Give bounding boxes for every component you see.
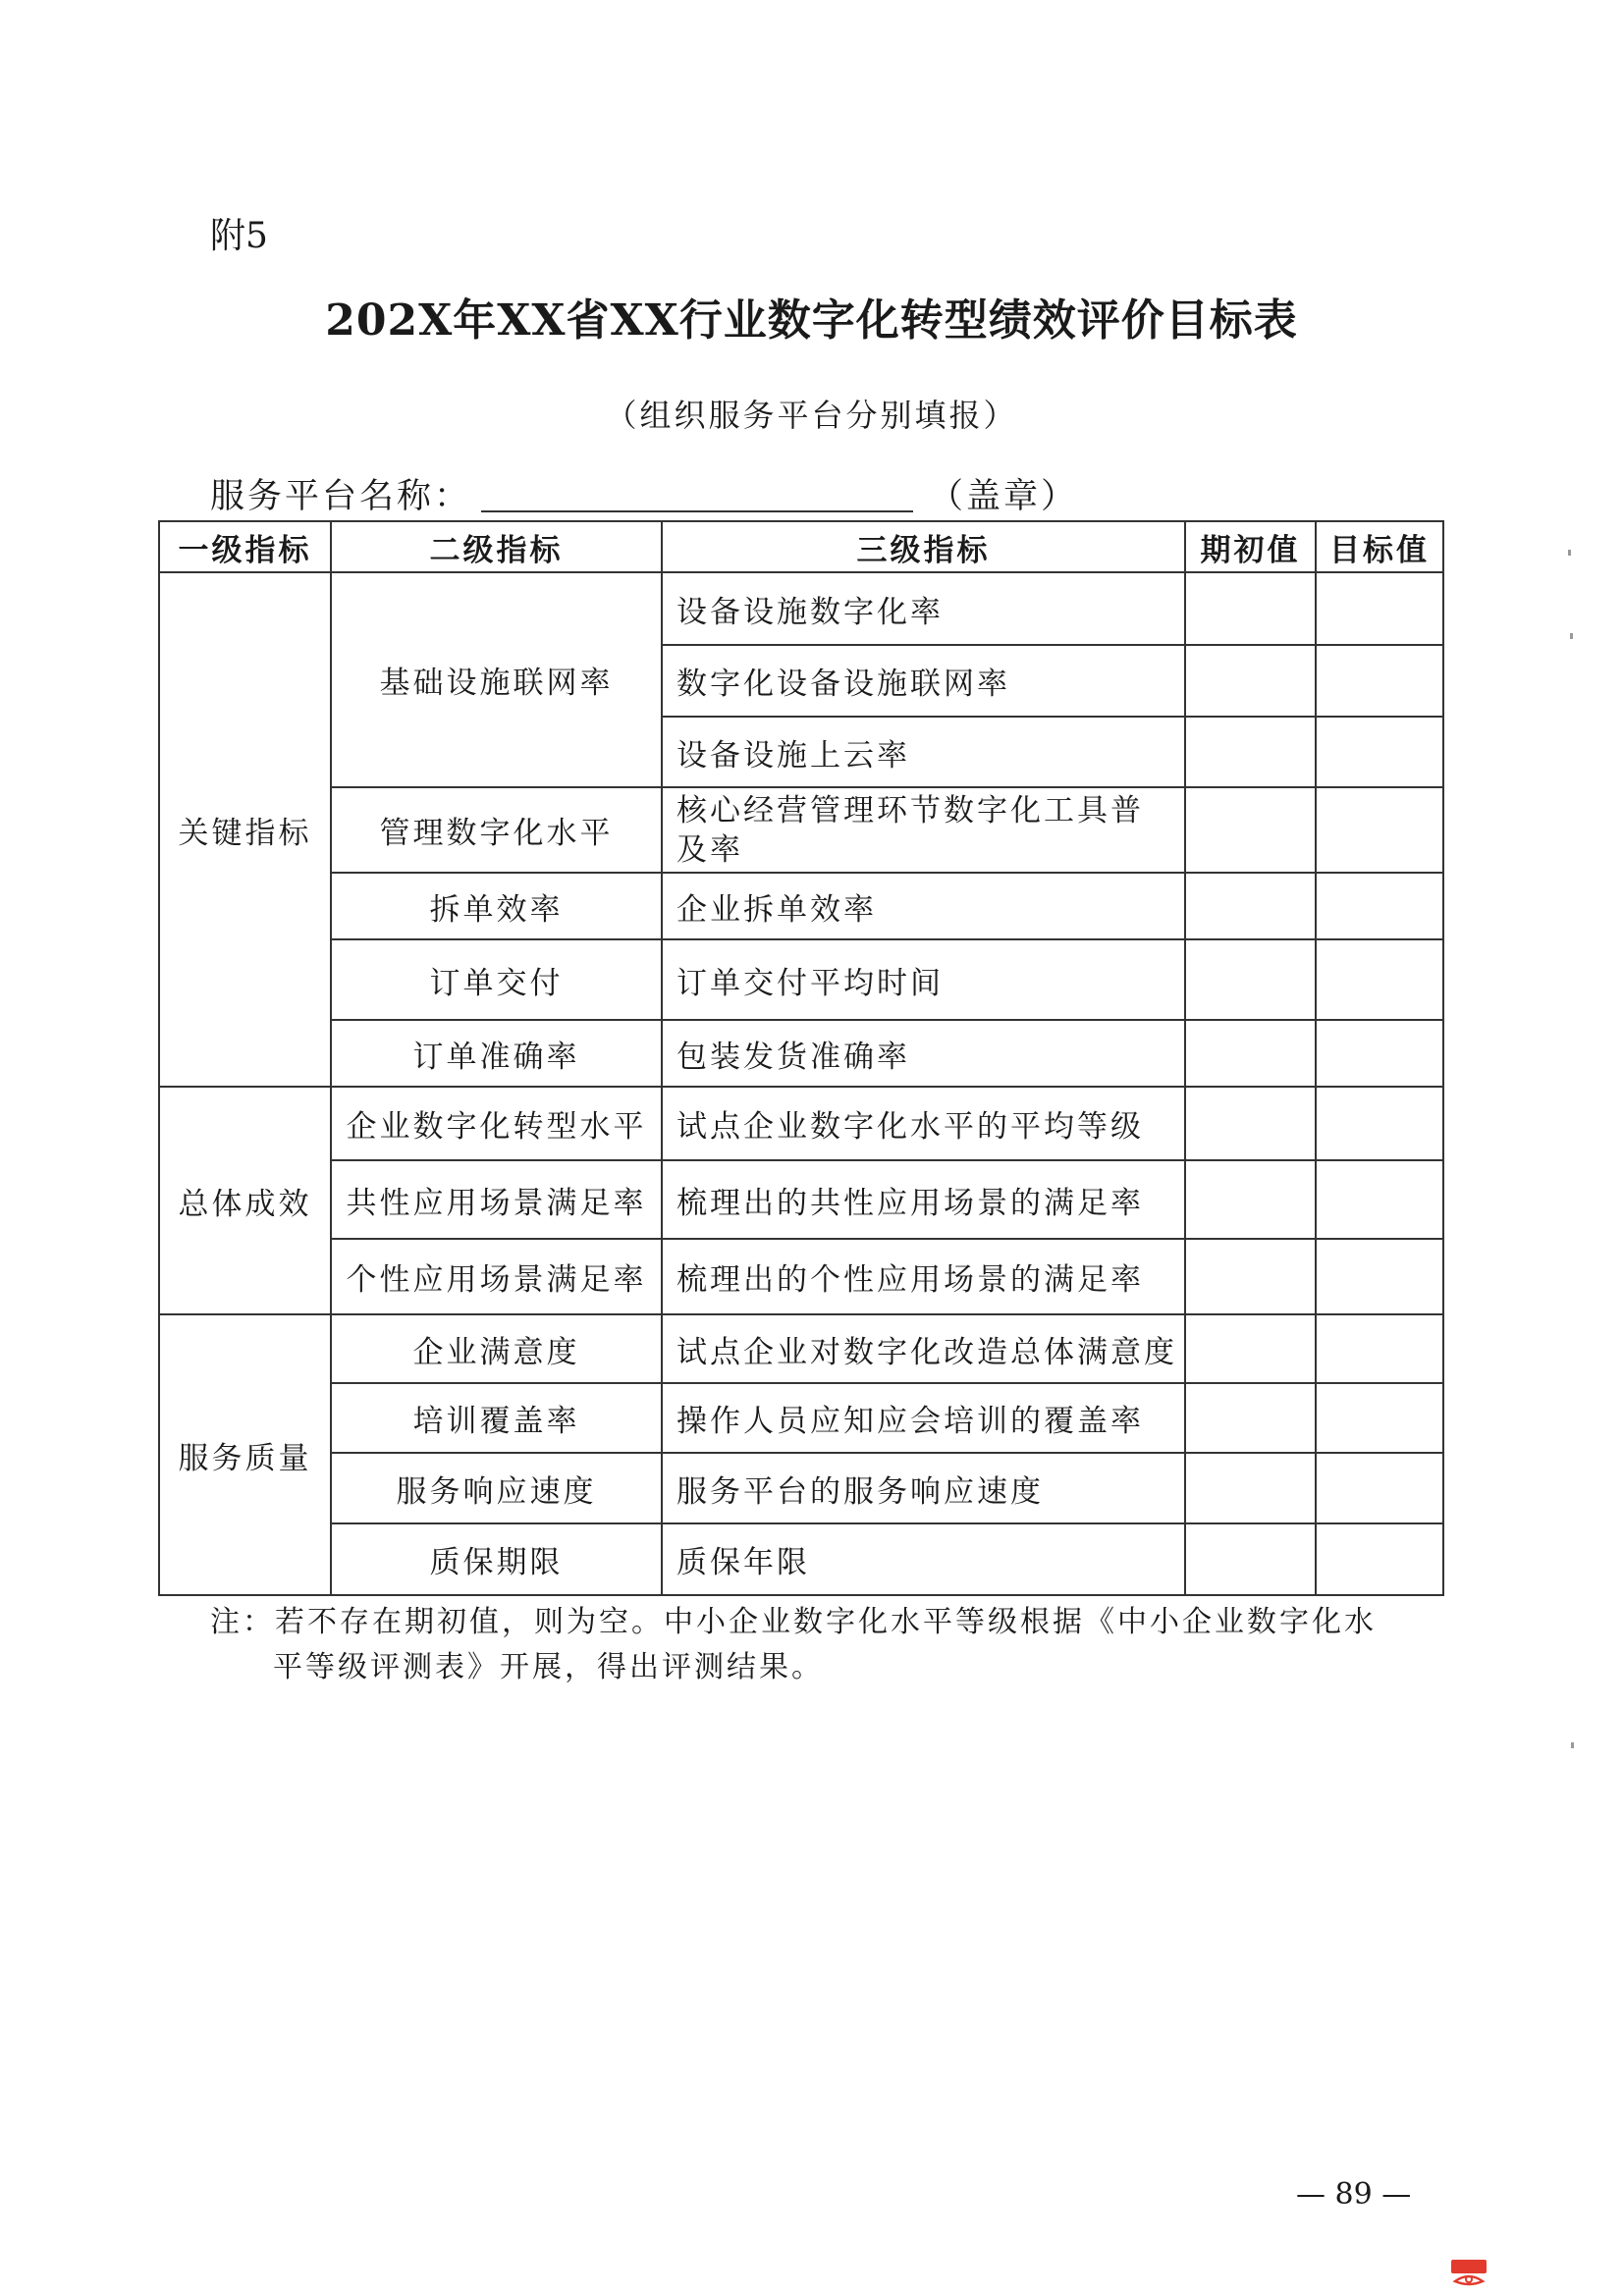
table-row [159,1523,1443,1595]
table-row [159,1020,1443,1087]
level3-cell: 核心经营管理环节数字化工具普及率 [662,787,1185,873]
scan-mark [1570,633,1573,639]
scan-mark [1568,550,1571,556]
initial-value-cell[interactable] [1185,1383,1316,1453]
level2-cell: 企业满意度 [331,1314,662,1383]
level2-cell: 共性应用场景满足率 [331,1160,662,1239]
platform-name-blank [481,475,913,512]
level3-cell: 订单交付平均时间 [662,939,1185,1020]
table-note [210,1600,1388,1690]
level3-cell: 数字化设备设施联网率 [662,645,1185,717]
evaluation-table [158,520,1444,1596]
page-number: — 89 — [1296,2177,1412,2212]
target-value-cell[interactable] [1316,1314,1443,1383]
level3-cell: 设备设施上云率 [662,717,1185,787]
level1-cell: 总体成效 [159,1087,331,1314]
document-title: 202X年XX省XX行业数字化转型绩效评价目标表 [325,295,1298,346]
level3-cell: 设备设施数字化率 [662,572,1185,645]
target-value-cell[interactable] [1316,1160,1443,1239]
initial-value-cell[interactable] [1185,717,1316,787]
header-level1: 一级指标 [159,521,331,572]
table-row [159,1383,1443,1453]
initial-value-cell[interactable] [1185,1020,1316,1087]
initial-value-cell[interactable] [1185,645,1316,717]
level3-cell: 梳理出的共性应用场景的满足率 [662,1160,1185,1239]
target-value-cell[interactable] [1316,1087,1443,1160]
level3-cell: 企业拆单效率 [662,873,1185,939]
level3-cell: 操作人员应知应会培训的覆盖率 [662,1383,1185,1453]
seal-label: （盖章） [929,477,1079,516]
target-value-cell[interactable] [1316,1239,1443,1314]
target-value-cell[interactable] [1316,1383,1443,1453]
target-value-cell[interactable] [1316,873,1443,939]
level2-cell: 个性应用场景满足率 [331,1239,662,1314]
target-value-cell[interactable] [1316,1020,1443,1087]
header-level2: 二级指标 [331,521,662,572]
target-value-cell[interactable] [1316,645,1443,717]
header-initial-value: 期初值 [1185,521,1316,572]
initial-value-cell[interactable] [1185,787,1316,873]
initial-value-cell[interactable] [1185,1160,1316,1239]
table-header-row [159,521,1443,572]
initial-value-cell[interactable] [1185,572,1316,645]
level3-cell: 试点企业数字化水平的平均等级 [662,1087,1185,1160]
scan-mark [1571,1742,1574,1748]
level3-cell: 试点企业对数字化改造总体满意度 [662,1314,1185,1383]
table-row [159,1160,1443,1239]
target-value-cell[interactable] [1316,1523,1443,1595]
level2-cell: 质保期限 [331,1523,662,1595]
initial-value-cell[interactable] [1185,1087,1316,1160]
level3-cell: 包装发货准确率 [662,1020,1185,1087]
level3-cell: 质保年限 [662,1523,1185,1595]
platform-name-row [210,469,1078,518]
table-row [159,787,1443,873]
table-row [159,1314,1443,1383]
table-row [159,873,1443,939]
target-value-cell[interactable] [1316,787,1443,873]
level2-cell: 企业数字化转型水平 [331,1087,662,1160]
table-row [159,1453,1443,1523]
corner-logo-icon [1449,2258,1488,2287]
initial-value-cell[interactable] [1185,1453,1316,1523]
attachment-label: 附5 [210,216,268,256]
table-row [159,1087,1443,1160]
note-line-2: 平等级评测表》开展，得出评测结果。 [273,1650,824,1684]
level2-cell: 培训覆盖率 [331,1383,662,1453]
initial-value-cell[interactable] [1185,1523,1316,1595]
level1-cell: 关键指标 [159,572,331,1087]
initial-value-cell[interactable] [1185,1314,1316,1383]
level2-cell: 订单准确率 [331,1020,662,1087]
level1-cell: 服务质量 [159,1314,331,1595]
target-value-cell[interactable] [1316,717,1443,787]
level3-cell: 梳理出的个性应用场景的满足率 [662,1239,1185,1314]
table-row [159,939,1443,1020]
platform-name-label: 服务平台名称： [210,477,472,516]
header-target-value: 目标值 [1316,521,1443,572]
target-value-cell[interactable] [1316,572,1443,645]
level2-cell: 服务响应速度 [331,1453,662,1523]
table-row [159,572,1443,645]
level2-cell: 订单交付 [331,939,662,1020]
level2-cell: 拆单效率 [331,873,662,939]
level2-cell: 基础设施联网率 [331,572,662,787]
level2-cell: 管理数字化水平 [331,787,662,873]
initial-value-cell[interactable] [1185,873,1316,939]
target-value-cell[interactable] [1316,1453,1443,1523]
target-value-cell[interactable] [1316,939,1443,1020]
table-row [159,1239,1443,1314]
initial-value-cell[interactable] [1185,939,1316,1020]
document-subtitle: （组织服务平台分别填报） [605,397,1018,434]
note-line-1: 注：若不存在期初值，则为空。中小企业数字化水平等级根据《中小企业数字化水 [210,1605,1377,1639]
initial-value-cell[interactable] [1185,1239,1316,1314]
level3-cell: 服务平台的服务响应速度 [662,1453,1185,1523]
header-level3: 三级指标 [662,521,1185,572]
